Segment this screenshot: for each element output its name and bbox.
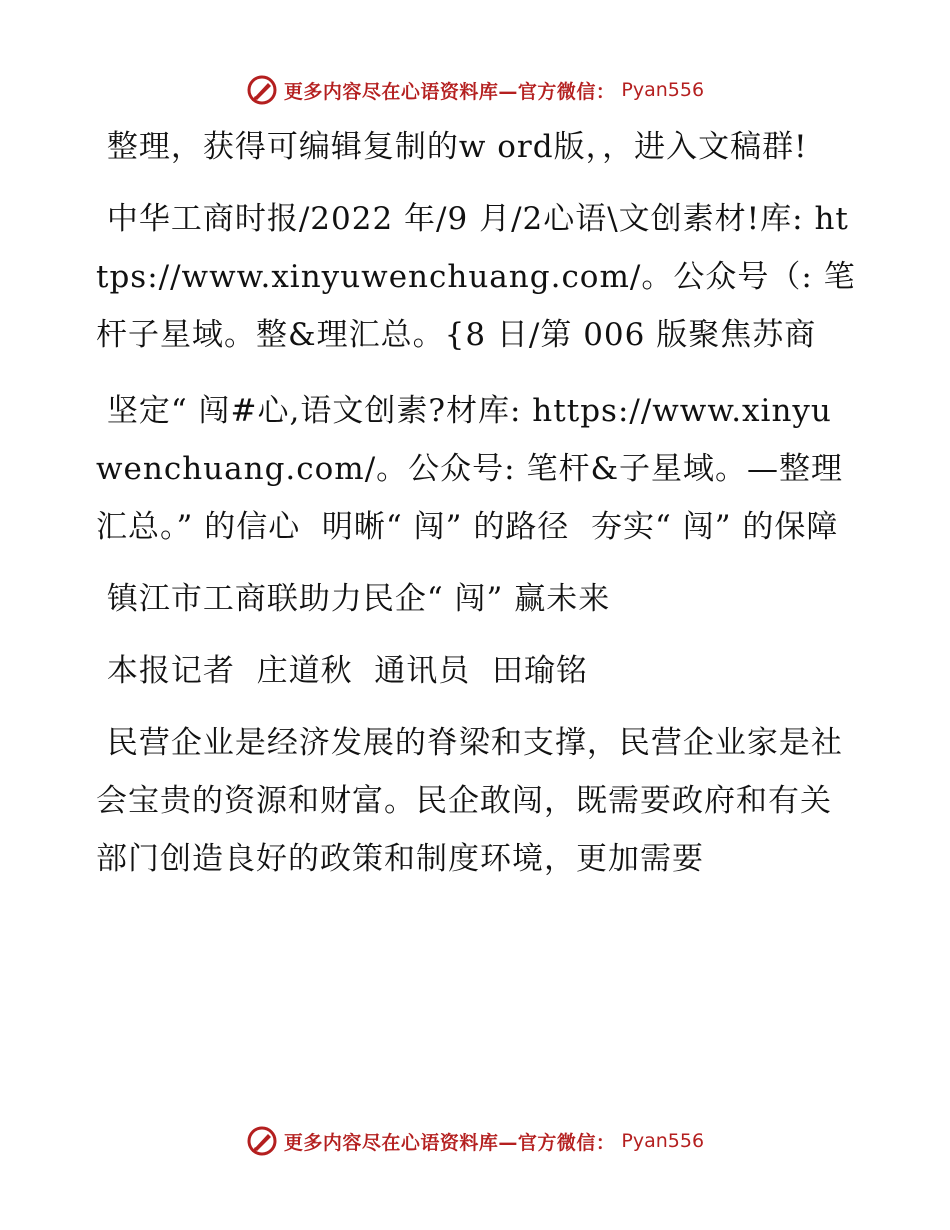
quill-pen-seal-icon	[246, 74, 278, 106]
footer-site-text: 更多内容尽在心语资料库—官方微信：	[283, 1131, 616, 1154]
paragraph-4: 镇江市工商联助力民企“ 闯” 赢未来	[96, 581, 611, 617]
paragraph-2: 中华工商时报/2022 年/9 月/2心语\文创素材!库: https://www.xinyuwenchuang.com/。公众号（: 笔杆子星域。整&理汇总。{8 日/第 006 版聚焦苏商	[96, 201, 856, 353]
header-site-text: 更多内容尽在心语资料库—官方微信：	[283, 80, 616, 103]
paragraph-3: 坚定“ 闯#心,语文创素?材库: https://www.xinyuwenchuang.com/。公众号: 笔杆&子星域。—整理汇总。” 的信心 明晰“ 闯” 的路径 夯实“ 闯” 的保障	[96, 393, 844, 545]
document-body	[96, 118, 856, 906]
footer-wechat-id: Pyan556	[621, 1130, 705, 1152]
footer-banner	[0, 1121, 950, 1161]
header-wechat-id: Pyan556	[621, 79, 705, 101]
paragraph-6: 民营企业是经济发展的脊梁和支撑，民营企业家是社会宝贵的资源和财富。民企敢闯，既需要政府和有关部门创造良好的政策和制度环境，更加需要	[96, 725, 843, 877]
header-banner	[0, 70, 950, 110]
quill-pen-seal-icon	[246, 1125, 278, 1157]
paragraph-1: 整理，获得可编辑复制的w ord版，，进入文稿群!	[96, 129, 808, 165]
paragraph-5: 本报记者 庄道秋 通讯员 田瑜铭	[96, 653, 588, 689]
